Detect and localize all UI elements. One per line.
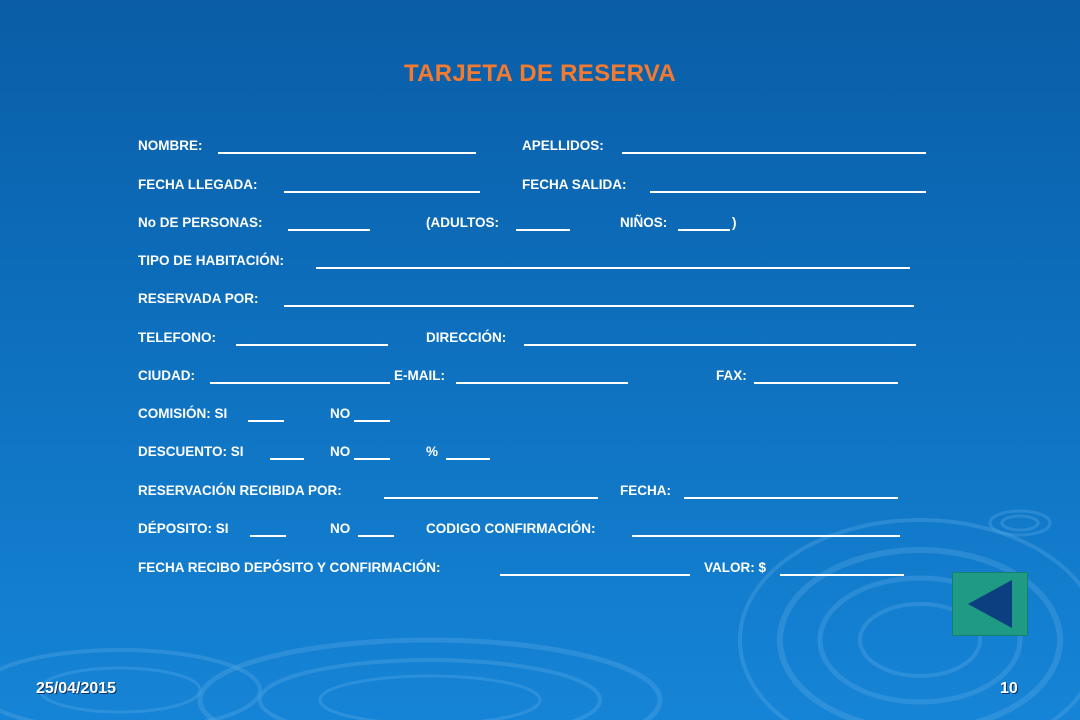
- reservada-por-label: RESERVADA POR:: [138, 291, 259, 306]
- fecha-llegada-field[interactable]: [284, 191, 480, 193]
- deposito-no-label: NO: [330, 521, 351, 536]
- codigo-confirmacion-label: CODIGO CONFIRMACIÓN:: [426, 521, 596, 536]
- valor-label: VALOR: $: [704, 560, 767, 575]
- fecha-recibo-label: FECHA RECIBO DEPÓSITO Y CONFIRMACIÓN:: [138, 560, 441, 575]
- deposito-no-field[interactable]: [358, 535, 394, 537]
- fecha-llegada-label: FECHA LLEGADA:: [138, 177, 258, 192]
- email-label: E-MAIL:: [394, 368, 445, 383]
- tipo-habitacion-label: TIPO DE HABITACIÓN:: [138, 253, 284, 268]
- nombre-field[interactable]: [218, 152, 476, 154]
- num-personas-field[interactable]: [288, 229, 370, 231]
- porcentaje-label: %: [426, 444, 439, 459]
- descuento-no-field[interactable]: [354, 458, 390, 460]
- apellidos-label: APELLIDOS:: [522, 138, 604, 153]
- deposito-si-label: DÉPOSITO: SI: [138, 521, 229, 536]
- fecha-label: FECHA:: [620, 483, 671, 498]
- page-title: TARJETA DE RESERVA: [403, 60, 677, 87]
- nombre-label: NOMBRE:: [138, 138, 203, 153]
- codigo-confirmacion-field[interactable]: [632, 535, 900, 537]
- apellidos-field[interactable]: [622, 152, 926, 154]
- ninos-label: NIÑOS:: [620, 215, 668, 230]
- telefono-label: TELEFONO:: [138, 330, 216, 345]
- fax-field[interactable]: [754, 382, 898, 384]
- descuento-no-label: NO: [330, 444, 351, 459]
- comision-si-field[interactable]: [248, 420, 284, 422]
- direccion-field[interactable]: [524, 344, 916, 346]
- ninos-field[interactable]: [678, 229, 730, 231]
- fax-label: FAX:: [716, 368, 747, 383]
- slide-number: 10: [1000, 680, 1018, 697]
- descuento-si-field[interactable]: [270, 458, 304, 460]
- slide-date: 25/04/2015: [36, 680, 117, 697]
- fecha-salida-field[interactable]: [650, 191, 926, 193]
- direccion-label: DIRECCIÓN:: [426, 330, 507, 345]
- comision-si-label: COMISIÓN: SI: [138, 406, 228, 421]
- deposito-si-field[interactable]: [250, 535, 286, 537]
- fecha-salida-label: FECHA SALIDA:: [522, 177, 627, 192]
- adultos-field[interactable]: [516, 229, 570, 231]
- close-paren: ): [732, 215, 737, 230]
- valor-field[interactable]: [780, 574, 904, 576]
- recibida-por-label: RESERVACIÓN RECIBIDA POR:: [138, 483, 342, 498]
- back-button[interactable]: [952, 572, 1028, 636]
- descuento-si-label: DESCUENTO: SI: [138, 444, 244, 459]
- triangle-left-icon: [952, 572, 1028, 636]
- ciudad-label: CIUDAD:: [138, 368, 195, 383]
- adultos-label: (ADULTOS:: [426, 215, 499, 230]
- comision-no-label: NO: [330, 406, 351, 421]
- fecha-field[interactable]: [684, 497, 898, 499]
- recibida-por-field[interactable]: [384, 497, 598, 499]
- tipo-habitacion-field[interactable]: [316, 267, 910, 269]
- reservada-por-field[interactable]: [284, 305, 914, 307]
- porcentaje-field[interactable]: [446, 458, 490, 460]
- email-field[interactable]: [456, 382, 628, 384]
- ciudad-field[interactable]: [210, 382, 390, 384]
- fecha-recibo-field[interactable]: [500, 574, 690, 576]
- telefono-field[interactable]: [236, 344, 388, 346]
- num-personas-label: No DE PERSONAS:: [138, 215, 263, 230]
- comision-no-field[interactable]: [354, 420, 390, 422]
